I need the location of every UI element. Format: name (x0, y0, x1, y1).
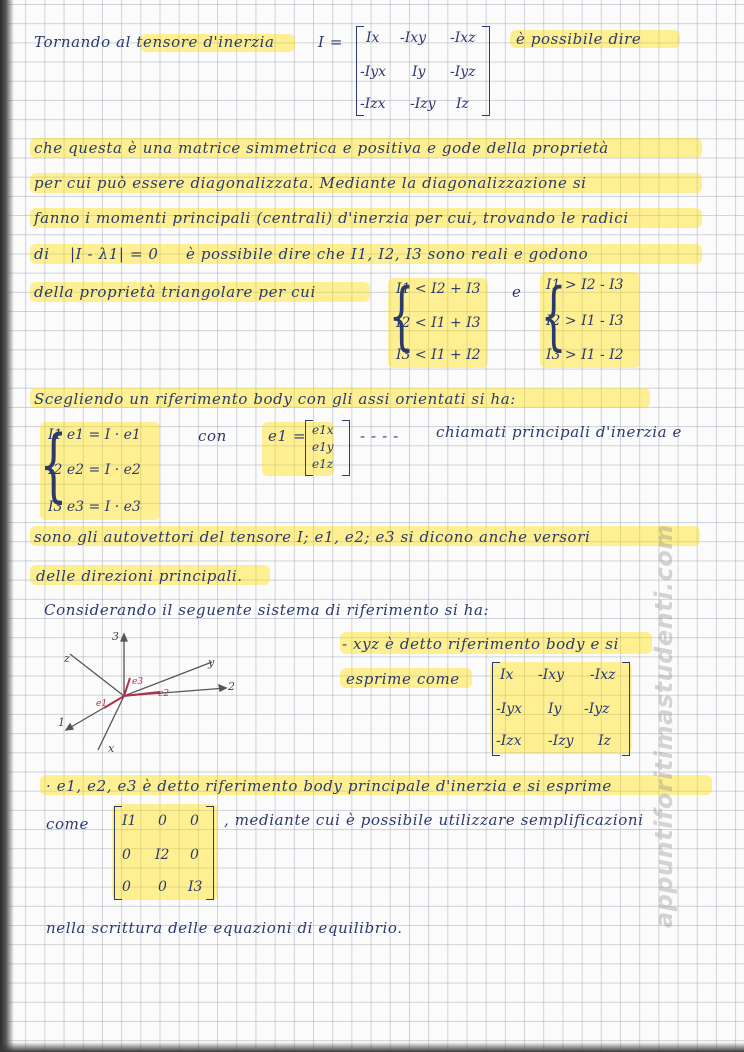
matrix-cell: 0 (190, 847, 199, 863)
matrix-cell: Iz (456, 96, 469, 112)
text-line: sono gli autovettori del tensore I; e1, e2; e3 si dicono anche versori (34, 528, 591, 546)
matrix-cell: -Ixy (400, 30, 427, 46)
vector-label: e2 (158, 689, 170, 699)
axis-label: 1 (58, 716, 65, 729)
ellipsis: - - - - (360, 427, 399, 445)
text-line: esprime come (346, 670, 460, 688)
axis-label: 2 (228, 680, 235, 693)
tensor-symbol: I = (318, 33, 344, 51)
vector-label: e1 (96, 699, 108, 709)
matrix-cell: Iy (548, 701, 562, 717)
text-line: · e1, e2, e3 è detto riferimento body principale d'inerzia e si esprime (46, 777, 612, 795)
matrix-bracket-right (206, 806, 214, 900)
text-line: che questa è una matrice simmetrica e positiva e gode della proprietà (34, 139, 609, 157)
text-line: , mediante cui è possibile utilizzare semplificazioni (224, 811, 644, 829)
matrix-cell: -Ixz (450, 30, 476, 46)
axis-label: 3 (112, 630, 119, 643)
brace-left: { (388, 273, 415, 359)
text-line: è possibile dire che I1, I2, I3 sono reali e godono (186, 245, 589, 263)
axis-label: y (208, 656, 215, 669)
inequality: I1 > I2 - I3 (546, 277, 624, 293)
axis-label: x (108, 742, 115, 755)
matrix-cell: Iy (412, 64, 426, 80)
matrix-cell: -Iyx (496, 701, 523, 717)
matrix-cell: I2 (155, 847, 170, 863)
reference-frame-diagram (50, 626, 250, 762)
matrix-cell: Ix (366, 30, 380, 46)
text-line: come (46, 815, 89, 833)
matrix-cell: -Iyx (360, 64, 387, 80)
text-line: fanno i momenti principali (centrali) d'inerzia per cui, trovando le radici (34, 209, 629, 227)
characteristic-equation: |I - λ1| = 0 (70, 245, 159, 263)
matrix-cell: -Iyz (450, 64, 476, 80)
matrix-bracket-right (342, 420, 350, 476)
text-line: - xyz è detto riferimento body e si (342, 635, 619, 653)
text-line: di (34, 245, 50, 263)
principal-equation: I2 e2 = I · e2 (48, 462, 141, 478)
vector-e3 (124, 678, 130, 696)
vector-label: e1 = (268, 427, 307, 445)
matrix-cell: -Iyz (584, 701, 610, 717)
vector-label: e3 (132, 677, 144, 687)
matrix-cell: Ix (500, 667, 514, 683)
matrix-cell: -Ixy (538, 667, 565, 683)
watermark: appuntiforitimastudenti.com (650, 524, 678, 928)
matrix-cell: 0 (122, 847, 131, 863)
text-line: chiamati principali d'inerzia e (436, 423, 683, 441)
matrix-cell: 0 (122, 879, 131, 895)
matrix-cell: 0 (158, 813, 167, 829)
inequality: I3 < I1 + I2 (396, 347, 481, 363)
vector-cell: e1x (312, 423, 334, 437)
matrix-cell: -Izx (496, 733, 522, 749)
text-line: Tornando al tensore d'inerzia (34, 33, 275, 51)
text-line: delle direzioni principali. (36, 567, 243, 585)
principal-equation: I3 e3 = I · e3 (48, 499, 141, 515)
inequality: I2 < I1 + I3 (396, 315, 481, 331)
inequality: I3 > I1 - I2 (546, 347, 624, 363)
inequality: I1 < I2 + I3 (396, 281, 481, 297)
matrix-bracket-right (622, 662, 630, 756)
matrix-cell: -Ixz (590, 667, 616, 683)
brace-left: { (540, 273, 567, 359)
brace-left: { (39, 418, 68, 511)
inequality: I2 > I1 - I3 (546, 313, 624, 329)
matrix-bracket-left (114, 806, 122, 900)
matrix-cell: Iz (598, 733, 611, 749)
matrix-cell: -Izy (410, 96, 436, 112)
text-line: Considerando il seguente sistema di riferimento si ha: (44, 601, 490, 619)
text-line: della proprietà triangolare per cui (34, 283, 316, 301)
vector-cell: e1y (312, 440, 334, 454)
text-line: Scegliendo un riferimento body con gli assi orientati si ha: (34, 390, 516, 408)
matrix-cell: 0 (190, 813, 199, 829)
text-line: è possibile dire (516, 30, 642, 48)
text-line: per cui può essere diagonalizzata. Mediante la diagonalizzazione si (34, 174, 587, 192)
axis-z (70, 654, 124, 696)
principal-equation: I1 e1 = I · e1 (48, 427, 141, 443)
text-line: con (198, 427, 227, 445)
matrix-cell: I3 (188, 879, 203, 895)
matrix-cell: 0 (158, 879, 167, 895)
conjunction: e (512, 283, 522, 301)
axis-label: z (64, 652, 70, 665)
matrix-bracket-right (482, 26, 490, 116)
matrix-cell: -Izx (360, 96, 386, 112)
matrix-cell: I1 (122, 813, 137, 829)
matrix-cell: -Izy (548, 733, 574, 749)
text-line: nella scrittura delle equazioni di equilibrio. (46, 919, 403, 937)
vector-cell: e1z (312, 457, 334, 471)
